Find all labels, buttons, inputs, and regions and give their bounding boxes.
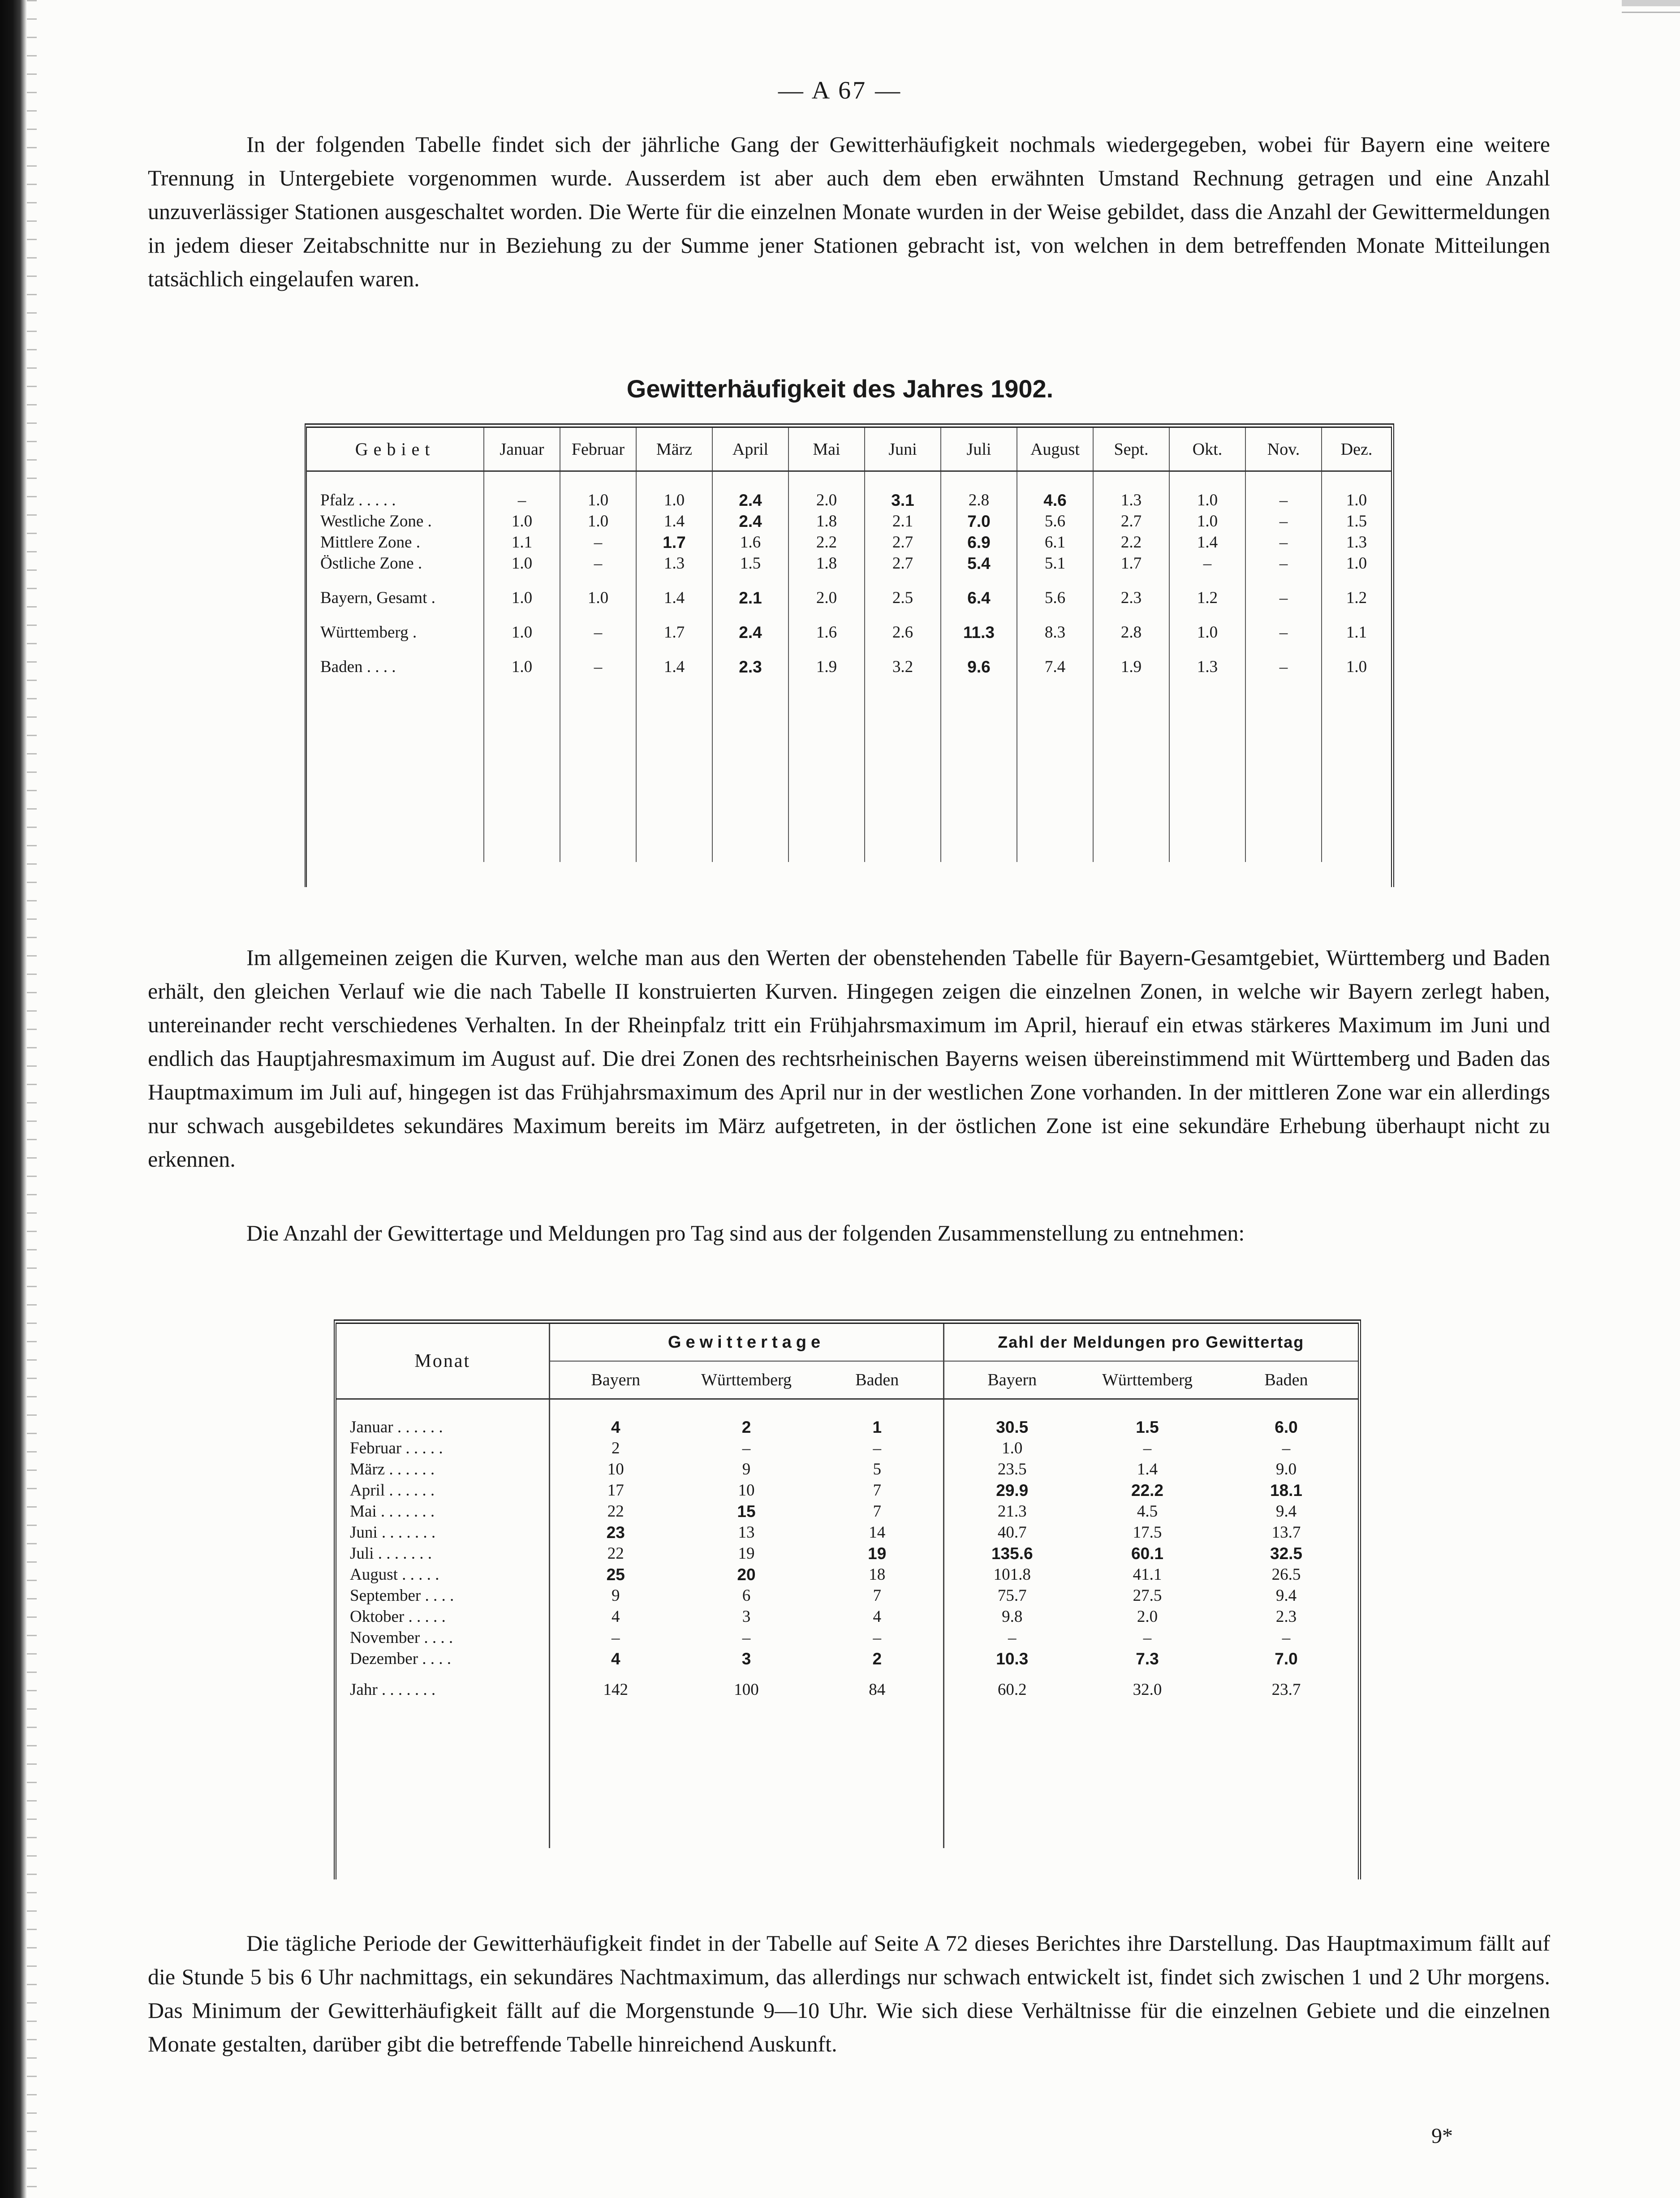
table-cell: 3	[741, 1649, 751, 1668]
table-cell: 11.3	[941, 622, 1017, 643]
table-cell: 1.4	[636, 587, 712, 608]
table-cell: 26.5	[1271, 1565, 1301, 1584]
table-cell: –	[1245, 471, 1322, 511]
table-row	[336, 1501, 1358, 1522]
table-cell: 1.5	[1136, 1418, 1159, 1436]
table-cell: 15	[737, 1502, 756, 1521]
table-cell: 60.2	[997, 1681, 1027, 1699]
table-cell: 5.1	[1017, 553, 1093, 574]
table-cell: 1.0	[636, 471, 712, 511]
table-cell: 1.4	[636, 511, 712, 532]
table-cell: 10	[738, 1481, 755, 1500]
header-month: Juni	[865, 428, 941, 471]
table-cell: 22	[607, 1502, 624, 1521]
table-cell: 14	[811, 1522, 943, 1543]
table-cell: –	[1143, 1629, 1152, 1647]
table-cell: 13	[738, 1523, 755, 1542]
table-row	[307, 587, 1391, 608]
header-month: Sept.	[1093, 428, 1169, 471]
paragraph-text: In der folgenden Tabelle findet sich der jährliche Gang der Gewitterhäufigkeit nochmals wiedergegeben, wobei für Bayern eine weitere Trennung in Untergebiete vorgenommen wurde. Ausserdem ist aber auch dem eben erwähnten Umstand Rechnung getragen und eine Anzahl unzuverlässiger Stationen ausgeschaltet worden. Die Werte für die einzelnen Monate wurden in der Weise gebildet, dass die Anzahl der Gewittermeldungen in jedem dieser Zeitabschnitte nur in Beziehung zu der Summe jener Stationen gebracht ist, von welchen in dem betreffenden Monate Mitteilungen tatsächlich eingelaufen waren.	[148, 132, 1550, 291]
table-cell: 1.0	[1346, 491, 1367, 509]
row-label: Juni . . . . . . .	[336, 1522, 549, 1543]
book-binding-edge	[0, 0, 27, 2198]
table-cell: 1.0	[560, 471, 636, 511]
page-number: — A 67 —	[778, 77, 902, 104]
table-cell: 1.3	[1169, 656, 1245, 677]
header-month: Februar	[560, 428, 636, 471]
row-gap	[307, 574, 1391, 587]
row-label: Oktober . . . . .	[336, 1606, 549, 1627]
header-baden: Baden	[811, 1361, 943, 1399]
table-cell: 2	[741, 1418, 751, 1436]
table-cell: 2.7	[1093, 511, 1169, 532]
table-cell: 1.3	[1093, 471, 1169, 511]
table-cell: 1.5	[1346, 512, 1367, 530]
table-cell: 7	[811, 1480, 943, 1501]
header-month: April	[712, 428, 788, 471]
table-cell: 25	[606, 1565, 625, 1584]
row-label: September . . . .	[336, 1585, 549, 1606]
table-cell: 1.0	[1169, 511, 1245, 532]
row-label: Mittlere Zone .	[307, 532, 484, 553]
table-cell: 5.4	[941, 553, 1017, 574]
table-cell: 1.0	[484, 553, 560, 574]
paragraph-daily-period	[148, 1926, 1550, 2061]
table-cell: –	[811, 1438, 943, 1459]
table-cell: 17.5	[1133, 1523, 1162, 1542]
table-cell: 41.1	[1133, 1565, 1162, 1584]
table-cell: 1.0	[1169, 622, 1245, 643]
paragraph-text: Im allgemeinen zeigen die Kurven, welche man aus den Werten der obenstehenden Tabelle für Bayern-Gesamtgebiet, Württemberg und Baden erhält, den gleichen Verlauf wie die nach Tabelle II konstruierten Kurven. Hingegen zeigen die einzelnen Zonen, in welche wir Bayern zerlegt haben, untereinander recht verschiedenes Verhalten. In der Rheinpfalz tritt ein Frühjahrsmaximum im April, hierauf ein etwas stärkeres Maximum im Juni und endlich das Hauptjahresmaximum im August auf. Die drei Zonen des rechtsrheinischen Bayerns weisen übereinstimmend mit Württemberg und Baden das Hauptmaximum im Juli auf, hingegen ist das Frühjahrsmaximum des April nur in der westlichen Zone vorhanden. In der mittleren Zone war ein allerdings nur schwach ausgebildetes sekundäres Maximum bereits im März aufgetreten, in der östlichen Zone ist eine sekundäre Erhebung überhaupt nicht zu erkennen.	[148, 945, 1550, 1172]
table-cell: –	[1169, 553, 1245, 574]
header-meldungen: Zahl der Meldungen pro Gewittertag	[943, 1324, 1358, 1361]
table-cell: 1.3	[1346, 533, 1367, 552]
table-cell: 19	[811, 1543, 943, 1564]
table-cell: 18.1	[1270, 1481, 1303, 1500]
table-cell: –	[560, 656, 636, 677]
table-cell: –	[742, 1629, 751, 1647]
paragraph-text: Die Anzahl der Gewittertage und Meldungen pro Tag sind aus der folgenden Zusammenstellung zu entnehmen:	[246, 1220, 1245, 1246]
table-cell: 1.0	[484, 511, 560, 532]
table-cell: 9.8	[1002, 1608, 1023, 1626]
table-cell: 2.3	[712, 656, 788, 677]
table-cell: 1.2	[1169, 587, 1245, 608]
header-month: Dez.	[1322, 428, 1391, 471]
table-cell: 27.5	[1133, 1586, 1162, 1605]
table-cell: 60.1	[1131, 1544, 1164, 1563]
table-cell: 135.6	[991, 1544, 1033, 1563]
table-cell: 32.0	[1133, 1681, 1162, 1699]
table-cell: 2.0	[788, 471, 865, 511]
table-cell: 9	[742, 1460, 751, 1478]
table-cell: 2.8	[941, 471, 1017, 511]
paragraph-intro	[148, 128, 1550, 296]
paragraph-text: Die tägliche Periode der Gewitterhäufigkeit findet in der Tabelle auf Seite A 72 dieses Berichtes ihre Darstellung. Das Hauptmaximum fällt auf die Stunde 5 bis 6 Uhr nachmittags, ein sekundäres Nachtmaximum, das allerdings nur schwach entwickelt ist, findet sich zwischen 1 und 2 Uhr morgens. Das Minimum der Gewitterhäufigkeit fällt auf die Morgenstunde 9—10 Uhr. Wie sich diese Verhältnisse für die einzelnen Gebiete und die einzelnen Monate gestalten, darüber gibt die betreffende Tabelle hinreichend Auskunft.	[148, 1931, 1550, 2056]
row-label: Juli . . . . . . .	[336, 1543, 549, 1564]
header-bayern: Bayern	[549, 1361, 681, 1399]
row-label: Pfalz . . . . .	[307, 471, 484, 511]
table-cell: 21.3	[997, 1502, 1027, 1521]
table-cell: 2.2	[788, 532, 865, 553]
table-row	[336, 1399, 1358, 1438]
row-spacer	[336, 1700, 1358, 1848]
row-label: März . . . . . .	[336, 1459, 549, 1480]
table-cell: 1.0	[484, 622, 560, 643]
table-cell: 2	[811, 1648, 943, 1669]
table-row	[336, 1543, 1358, 1564]
table-row	[336, 1438, 1358, 1459]
table-cell: 1.7	[636, 622, 712, 643]
table-cell: 1.6	[712, 532, 788, 553]
table-cell: 18	[811, 1564, 943, 1585]
table2-group-row	[336, 1324, 1358, 1361]
table-cell: 1.4	[636, 656, 712, 677]
table-gewittertage	[334, 1319, 1361, 1879]
table-cell: 9.6	[941, 656, 1017, 677]
table-cell: 100	[734, 1681, 759, 1699]
header-month: Mai	[788, 428, 865, 471]
table-row	[336, 1606, 1358, 1627]
corner-line	[1622, 12, 1680, 13]
table-cell: 1.9	[1093, 656, 1169, 677]
table-row	[307, 532, 1391, 553]
table-cell: 1.8	[788, 553, 865, 574]
table-cell: 2.3	[1275, 1608, 1297, 1626]
table-cell: 1.0	[484, 656, 560, 677]
table-cell: 22	[607, 1544, 624, 1563]
table-cell: –	[560, 622, 636, 643]
table-cell: 23	[606, 1523, 625, 1542]
row-spacer	[307, 677, 1391, 862]
table-cell: 1.8	[788, 511, 865, 532]
table-cell: 84	[811, 1679, 943, 1700]
table-cell: 23.5	[997, 1460, 1027, 1478]
header-month: Okt.	[1169, 428, 1245, 471]
table-cell: 2.0	[1137, 1608, 1158, 1626]
table-cell: 2.5	[865, 587, 941, 608]
table-cell: –	[1282, 1629, 1291, 1647]
table-cell: 7.3	[1136, 1649, 1159, 1668]
table-cell: 2.6	[865, 622, 941, 643]
header-bayern: Bayern	[943, 1361, 1080, 1399]
table-cell: 3.2	[865, 656, 941, 677]
paragraph-lead-in	[148, 1216, 1550, 1250]
row-label: Jahr . . . . . . .	[336, 1679, 549, 1700]
table-cell: –	[560, 553, 636, 574]
row-label: August . . . . .	[336, 1564, 549, 1585]
table-cell: –	[1282, 1439, 1291, 1457]
table-cell: –	[612, 1629, 620, 1647]
table-cell: 2.8	[1093, 622, 1169, 643]
table-cell: 142	[603, 1681, 628, 1699]
table-cell: 17	[607, 1481, 624, 1500]
table-cell: –	[1245, 511, 1322, 532]
table-cell: 5	[811, 1459, 943, 1480]
table-row	[336, 1585, 1358, 1606]
table-cell: 4	[611, 1418, 620, 1436]
table-cell: –	[1245, 587, 1322, 608]
table-cell: 2.0	[788, 587, 865, 608]
table-cell: 101.8	[993, 1565, 1031, 1584]
table-cell: –	[811, 1627, 943, 1648]
table-cell: –	[1245, 532, 1322, 553]
table-cell: 2.1	[712, 587, 788, 608]
table-cell: 1.0	[560, 587, 636, 608]
table-cell: 13.7	[1271, 1523, 1301, 1542]
binding-shadow	[27, 0, 37, 2198]
row-label: Württemberg .	[307, 622, 484, 643]
table-cell: 20	[737, 1565, 756, 1584]
header-month: Juli	[941, 428, 1017, 471]
row-label: Bayern, Gesamt .	[307, 587, 484, 608]
header-wuerttemberg: Württemberg	[681, 1361, 811, 1399]
table-cell: 10	[607, 1460, 624, 1478]
table-gewitterhaeufigkeit	[305, 423, 1394, 887]
table-cell: 2.4	[712, 511, 788, 532]
table-cell: 1.2	[1346, 589, 1367, 607]
table-cell: 7	[811, 1585, 943, 1606]
table-cell: 22.2	[1131, 1481, 1164, 1500]
table-row	[307, 511, 1391, 532]
table-row	[336, 1648, 1358, 1669]
row-label: April . . . . . .	[336, 1480, 549, 1501]
table-cell: 1.5	[712, 553, 788, 574]
row-gap	[307, 608, 1391, 622]
header-month: August	[1017, 428, 1093, 471]
table-row	[336, 1564, 1358, 1585]
table-cell: 7.0	[1275, 1649, 1298, 1668]
table-cell: 1.7	[1093, 553, 1169, 574]
table-cell: 75.7	[997, 1586, 1027, 1605]
table-cell: 6.1	[1017, 532, 1093, 553]
header-monat: Monat	[336, 1324, 549, 1399]
table-cell: 29.9	[996, 1481, 1029, 1500]
table-cell: 9.4	[1275, 1586, 1297, 1605]
row-label: Februar . . . . .	[336, 1438, 549, 1459]
row-label: Westliche Zone .	[307, 511, 484, 532]
table-cell: 1.6	[788, 622, 865, 643]
table-cell: 4	[611, 1649, 620, 1668]
table-cell: –	[742, 1439, 751, 1457]
table-cell: 1.1	[484, 532, 560, 553]
table-cell: 6.9	[941, 532, 1017, 553]
table-row	[307, 471, 1391, 511]
table-cell: 5.6	[1017, 511, 1093, 532]
table-cell: 6.4	[941, 587, 1017, 608]
table-cell: –	[1008, 1629, 1017, 1647]
table-cell: 4	[811, 1606, 943, 1627]
row-label: Mai . . . . . . .	[336, 1501, 549, 1522]
table-cell: 1.1	[1346, 623, 1367, 642]
table-cell: 19	[738, 1544, 755, 1563]
table-cell: –	[1245, 656, 1322, 677]
table-cell: 1.0	[484, 587, 560, 608]
table-cell: 1.0	[1169, 471, 1245, 511]
table-cell: –	[560, 532, 636, 553]
table-cell: 1.9	[788, 656, 865, 677]
table-cell: 1.0	[1346, 554, 1367, 573]
table-cell: 2.1	[865, 511, 941, 532]
table-cell: 4.5	[1137, 1502, 1158, 1521]
table-cell: 1.0	[1346, 658, 1367, 676]
table-row	[307, 553, 1391, 574]
table-cell: 1.4	[1169, 532, 1245, 553]
table-cell: 32.5	[1270, 1544, 1303, 1563]
table-cell: 2.4	[712, 622, 788, 643]
table-cell: 10.3	[996, 1649, 1029, 1668]
table-cell: 1.3	[636, 553, 712, 574]
table-cell: 2.3	[1093, 587, 1169, 608]
table-cell: 3.1	[865, 471, 941, 511]
row-gap	[336, 1669, 1358, 1679]
table-cell: 2.7	[865, 553, 941, 574]
header-baden: Baden	[1215, 1361, 1358, 1399]
table-cell: –	[484, 471, 560, 511]
header-month: Januar	[484, 428, 560, 471]
table-cell: 2.4	[712, 471, 788, 511]
row-label: Januar . . . . . .	[336, 1399, 549, 1438]
table-row	[336, 1459, 1358, 1480]
row-label: Baden . . . .	[307, 656, 484, 677]
table-cell: 8.3	[1017, 622, 1093, 643]
table-cell: 7.0	[941, 511, 1017, 532]
header-month: März	[636, 428, 712, 471]
table-cell: 2.7	[865, 532, 941, 553]
table-cell: 7	[811, 1501, 943, 1522]
table-row	[336, 1480, 1358, 1501]
table-cell: 2.2	[1093, 532, 1169, 553]
table-cell: 1.7	[636, 532, 712, 553]
row-label: November . . . .	[336, 1627, 549, 1648]
table-cell: 1	[811, 1399, 943, 1438]
table-cell: 1.0	[1002, 1439, 1023, 1457]
footer-signature-mark: 9*	[1431, 2124, 1453, 2148]
table-cell: 4.6	[1017, 471, 1093, 511]
header-gewittertage: Gewittertage	[549, 1324, 943, 1361]
table-cell: 6.0	[1275, 1418, 1298, 1436]
table-cell: 23.7	[1271, 1681, 1301, 1699]
row-label: Dezember . . . .	[336, 1648, 549, 1669]
corner-mark	[1622, 0, 1680, 6]
table-cell: 1.0	[560, 511, 636, 532]
table-cell: –	[1245, 553, 1322, 574]
table-cell: 7.4	[1017, 656, 1093, 677]
row-label: Östliche Zone .	[307, 553, 484, 574]
table-row	[336, 1522, 1358, 1543]
table-cell: 40.7	[997, 1523, 1027, 1542]
table-cell: –	[1245, 622, 1322, 643]
table-cell: 9.4	[1275, 1502, 1297, 1521]
header-month: Nov.	[1245, 428, 1322, 471]
table-cell: 30.5	[996, 1418, 1029, 1436]
table1-title: Gewitterhäufigkeit des Jahres 1902.	[626, 375, 1054, 403]
table-row-year	[336, 1679, 1358, 1700]
header-gebiet: Gebiet	[307, 428, 484, 471]
table-row	[307, 656, 1391, 677]
table-cell: 2	[612, 1439, 620, 1457]
table1-header-row	[307, 428, 1391, 471]
table-row	[307, 622, 1391, 643]
table-cell: 6	[742, 1586, 751, 1605]
table-cell: 4	[612, 1608, 620, 1626]
table-row	[336, 1627, 1358, 1648]
header-wuerttemberg: Württemberg	[1080, 1361, 1215, 1399]
table-cell: 3	[742, 1608, 751, 1626]
table-cell: 1.4	[1137, 1460, 1158, 1478]
table-cell: 5.6	[1017, 587, 1093, 608]
table-cell: 9	[612, 1586, 620, 1605]
table-cell: –	[1143, 1439, 1152, 1457]
row-gap	[307, 643, 1391, 656]
paragraph-discussion	[148, 941, 1550, 1176]
table-cell: 9.0	[1275, 1460, 1297, 1478]
